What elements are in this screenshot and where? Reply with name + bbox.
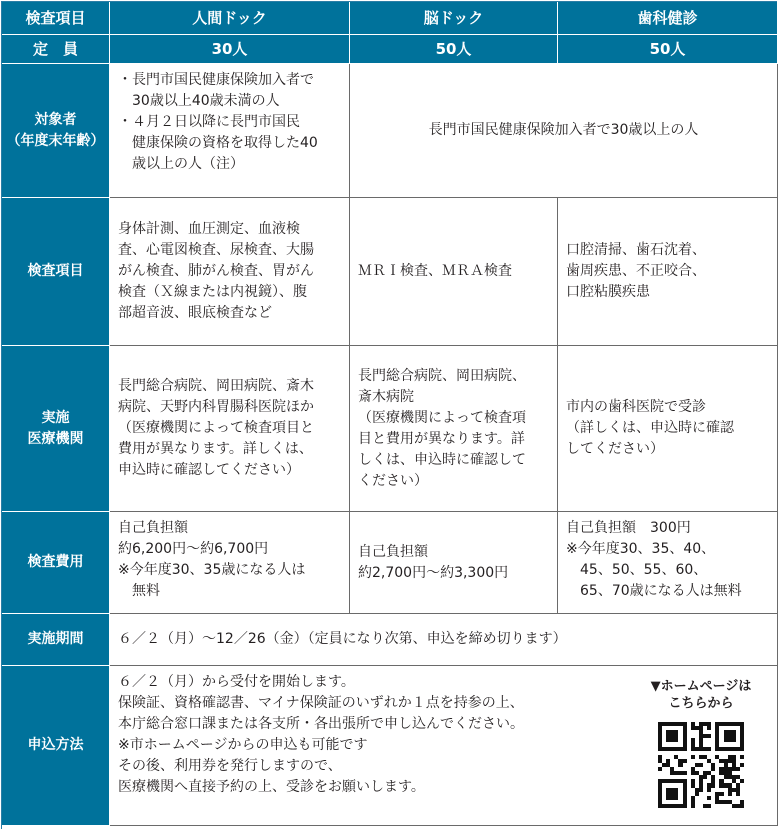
apply-label: 申込方法: [2, 666, 110, 826]
facility-label-line1: 実施: [41, 409, 70, 426]
text-line: 医療機関へ直接予約の上、受診をお願いします。: [118, 779, 425, 795]
text-line: 歯周疾患、不正咬合、: [566, 263, 706, 279]
text-line: 45、50、55、60、: [566, 562, 708, 578]
text-line: 口腔清掃、歯石沈着、: [566, 242, 706, 258]
qr-caption-line1: ▼ホームページは: [650, 679, 752, 694]
capacity-dental-checkup: 50人: [558, 35, 778, 64]
facility-ningen-dock: [110, 346, 350, 512]
text-line: がん検査、肺がん検査、胃がん: [118, 263, 314, 279]
text-line: 査、心電図検査、尿検査、大腸: [118, 242, 314, 258]
text-line: ※今年度30、35歳になる人は: [118, 562, 306, 578]
text-line: 約6,200円～約6,700円: [118, 541, 269, 557]
apply-text: [110, 666, 778, 826]
text-line: 健康保険の資格を取得した40: [118, 135, 318, 151]
exam-dental-checkup: [558, 198, 778, 346]
text-line: （医療機関によって検査項: [358, 409, 526, 426]
qr-caption-line2: こちらから: [668, 696, 734, 711]
target-brain-dental: 長門市国民健康保険加入者で30歳以上の人: [350, 64, 778, 198]
exam-label: 検査項目: [2, 198, 110, 346]
text-line: ６／２（月）から受付を開始します。: [118, 674, 355, 690]
text-line: 30歳以上40歳未満の人: [118, 93, 280, 109]
text-line: 費用が異なります。詳しくは、: [118, 441, 313, 457]
text-line: 口腔粘膜疾患: [566, 284, 650, 300]
text-line: ください）: [358, 472, 428, 489]
text-line: 歳以上の人（注）: [118, 156, 244, 172]
text-line: 自己負担額: [358, 543, 428, 560]
period-text: ６／２（月）～12／26（金）（定員になり次第、申込を締め切ります）: [110, 614, 778, 666]
text-line: 長門総合病院、岡田病院、: [358, 367, 526, 384]
text-line: 保険証、資格確認書、マイナ保険証のいずれか１点を持参の上、: [118, 695, 524, 711]
text-line: 斎木病院: [358, 388, 414, 405]
text-line: 約2,700円～約3,300円: [358, 564, 509, 581]
period-label: 実施期間: [2, 614, 110, 666]
capacity-brain-dock: 50人: [350, 35, 558, 64]
target-label: [2, 64, 110, 198]
text-line: （医療機関によって検査項目と: [118, 420, 314, 436]
facility-label-line2: 医療機関: [27, 430, 84, 447]
text-line: 本庁総合窓口課または各支所・各出張所で申し込んでください。: [118, 716, 524, 732]
qr-module: [740, 804, 744, 808]
cost-brain-dock: [350, 512, 558, 614]
text-line: してください）: [566, 441, 664, 457]
text-line: ※市ホームページからの申込も可能です: [118, 737, 368, 753]
exam-brain-dock: ＭＲＩ検査、ＭＲＡ検査: [350, 198, 558, 346]
text-line: ※今年度30、35、40、: [566, 541, 716, 557]
text-line: （詳しくは、申込時に確認: [566, 420, 734, 436]
text-line: 部超音波、眼底検査など: [118, 305, 272, 321]
text-line: 自己負担額: [118, 520, 188, 536]
exam-ningen-dock: [110, 198, 350, 346]
homepage-qr-block: [645, 678, 757, 808]
text-line: ・長門市国民健康保険加入者で: [118, 72, 314, 88]
header-dental-checkup: 歯科健診: [558, 2, 778, 35]
text-line: 市内の歯科医院で受診: [566, 399, 706, 415]
text-line: ・４月２日以降に長門市国民: [118, 114, 300, 130]
target-label-line2: （年度末年齢）: [6, 132, 105, 149]
target-ningen-dock: [110, 64, 350, 198]
text-line: 自己負担額 300円: [566, 520, 691, 536]
facility-dental-checkup: [558, 346, 778, 512]
capacity-ningen-dock: 30人: [110, 35, 350, 64]
cost-label: 検査費用: [2, 512, 110, 614]
text-line: 長門総合病院、岡田病院、斎木: [118, 378, 314, 394]
cost-dental-checkup: [558, 512, 778, 614]
info-table: [1, 1, 777, 829]
header-item: 検査項目: [2, 2, 110, 35]
text-line: 65、70歳になる人は無料: [566, 583, 742, 599]
facility-label: [2, 346, 110, 512]
text-line: その後、利用券を発行しますので、: [118, 758, 342, 774]
text-line: 病院、天野内科胃腸科医院ほか: [118, 399, 314, 415]
header-brain-dock: 脳ドック: [350, 2, 558, 35]
capacity-label: 定 員: [2, 35, 110, 64]
text-line: 検査（Ｘ線または内視鏡）、腹: [118, 284, 307, 300]
facility-brain-dock: [350, 346, 558, 512]
qr-code[interactable]: [658, 722, 744, 808]
text-line: 目と費用が異なります。詳: [358, 430, 525, 447]
header-ningen-dock: 人間ドック: [110, 2, 350, 35]
cost-ningen-dock: [110, 512, 350, 614]
target-label-line1: 対象者: [34, 111, 77, 128]
text-line: 身体計測、血圧測定、血液検: [118, 221, 300, 237]
text-line: しくは、申込時に確認して: [358, 451, 526, 468]
text-line: 申込時に確認してください）: [118, 462, 300, 478]
text-line: 無料: [118, 583, 160, 599]
